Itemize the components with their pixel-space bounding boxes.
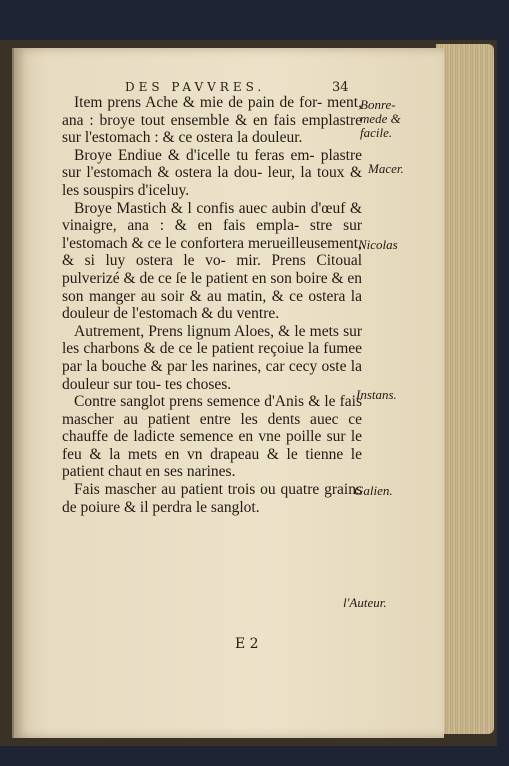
page-edges (436, 44, 494, 734)
text-line: dents auec ce chauffe de ladicte semence (62, 410, 362, 446)
text-line: en vne poille sur le feu & la mets en vn (62, 428, 363, 463)
margin-note: Instans. (356, 387, 397, 402)
text-line: reçoiue la fumee par la bouche & par les (62, 340, 363, 375)
text-line: Autrement, Prens lignum Aloes, & le (74, 322, 306, 340)
text-line: le patient en son boire & en son manger (62, 269, 363, 305)
margin-note: Bonre- mede & facile. (360, 97, 401, 140)
text-line: mir. Prens Citoual pulverizé & de ce ſe (62, 252, 363, 287)
text-line: merueilleusement, & si luy ostera le vo- (62, 234, 362, 270)
paragraph (62, 323, 362, 393)
paragraph (62, 94, 362, 147)
paragraph (62, 147, 362, 200)
text-line: leur, la toux & les souspirs d'iceluy. (62, 164, 363, 199)
margin-note: l'Auteur. (343, 595, 387, 610)
paragraph (62, 393, 362, 481)
text-line: plastre sur l'estomach & ostera la dou- (62, 146, 363, 182)
text-line: drapeau & le tienne le patient chaut en ses (62, 445, 362, 481)
text-line: Broye Mastich & l confis auec aubin (74, 199, 307, 217)
text-line: grains de poiure & il perdra le sanglot. (62, 481, 363, 516)
paragraph (62, 481, 362, 516)
text-line: stre sur l'estomach & ce le confortera (62, 217, 363, 252)
paragraph (62, 200, 362, 323)
text-line: narines, car cecy oste la douleur sur tou- (62, 357, 362, 393)
text-line: douleur. (252, 129, 303, 147)
text-line: narines. (186, 463, 236, 481)
text-line: emplastre sur l'estomach : & ce ostera la (62, 111, 363, 147)
text-line: Item prens Ache & mie de pain de for- (74, 94, 323, 111)
text-line: de l'estomach & du ventre. (113, 305, 280, 323)
text-line: Broye Endiue & d'icelle tu feras em- (74, 146, 315, 164)
text-line: d'œuf & vinaigre, ana : & en fais empla- (62, 199, 363, 235)
text-line: Fais mascher au patient trois ou quatre (74, 481, 320, 499)
text-line: tes choses. (164, 375, 232, 393)
margin-note: Galien. (354, 483, 393, 498)
body-text (62, 94, 362, 516)
text-line: Contre sanglot prens semence d'Anis (74, 393, 305, 411)
margin-note: Nicolas (358, 237, 398, 252)
text-line: & le fais mascher au patient entre les (62, 393, 362, 428)
signature-mark: E 2 (235, 636, 259, 652)
text-line: mets sur les charbons & de ce le patient (62, 322, 363, 358)
margin-note: Macer. (368, 161, 404, 176)
page-number: 34 (332, 80, 349, 95)
running-title: DES PAVVRES. (125, 80, 266, 94)
text-line: au soir & au matin, & ce ostera la douleur (62, 287, 362, 323)
text-line: ment, ana : broye tout ensemble & en fais (62, 94, 362, 129)
